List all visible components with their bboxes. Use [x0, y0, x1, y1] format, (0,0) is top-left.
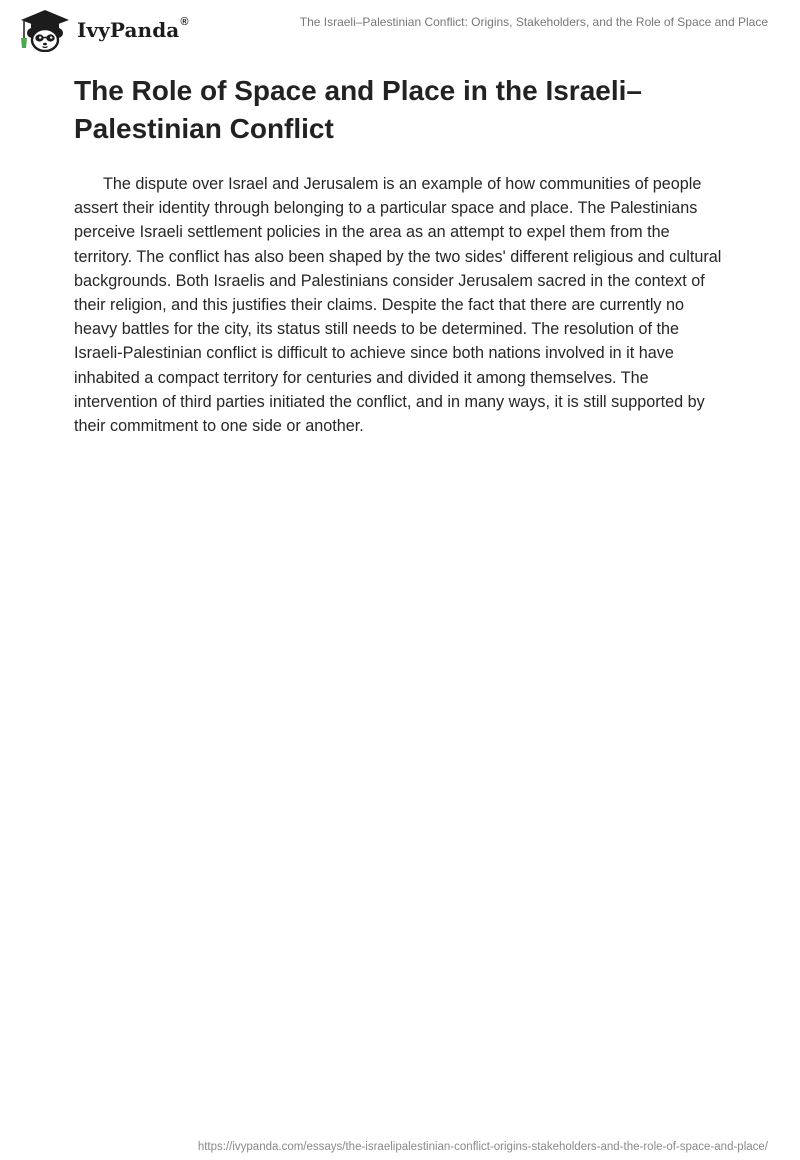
ivypanda-logo[interactable] — [15, 8, 189, 52]
body-paragraph: The dispute over Israel and Jerusalem is an example of how communities of people assert their identity through belonging to a particular space and place. The Palestinians perceive Israeli settlement policies in the area as an attempt to expel them from the territory. The conflict has also been shaped by the two sides' different religious and cultural backgrounds. Both Israelis and Palestinians consider Jerusalem sacred in the context of their religion, and this justifies their claims. Despite the fact that there are currently no heavy battles for the city, its status still needs to be determined. The resolution of the Israeli-Palestinian conflict is difficult to achieve since both nations involved in it have inhabited a compact territory for centuries and divided it among themselves. The intervention of third parties initiated the conflict, and in many ways, it is still supported by their commitment to one side or another. — [74, 175, 722, 436]
panda-graduate-icon — [15, 8, 73, 52]
page-header — [0, 0, 800, 60]
logo-name: IvyPanda — [77, 18, 180, 42]
running-title: The Israeli–Palestinian Conflict: Origins, Stakeholders, and the Role of Space and Place — [299, 15, 768, 29]
source-url[interactable]: https://ivypanda.com/essays/the-israelipalestinian-conflict-origins-stakeholders-and-the-role-of-space-and-place/ — [197, 1141, 768, 1153]
registered-mark: ® — [180, 16, 189, 29]
logo-wordmark — [77, 18, 189, 42]
page-title: The Role of Space and Place in the Israeli–Palestinian Conflict — [74, 75, 642, 144]
